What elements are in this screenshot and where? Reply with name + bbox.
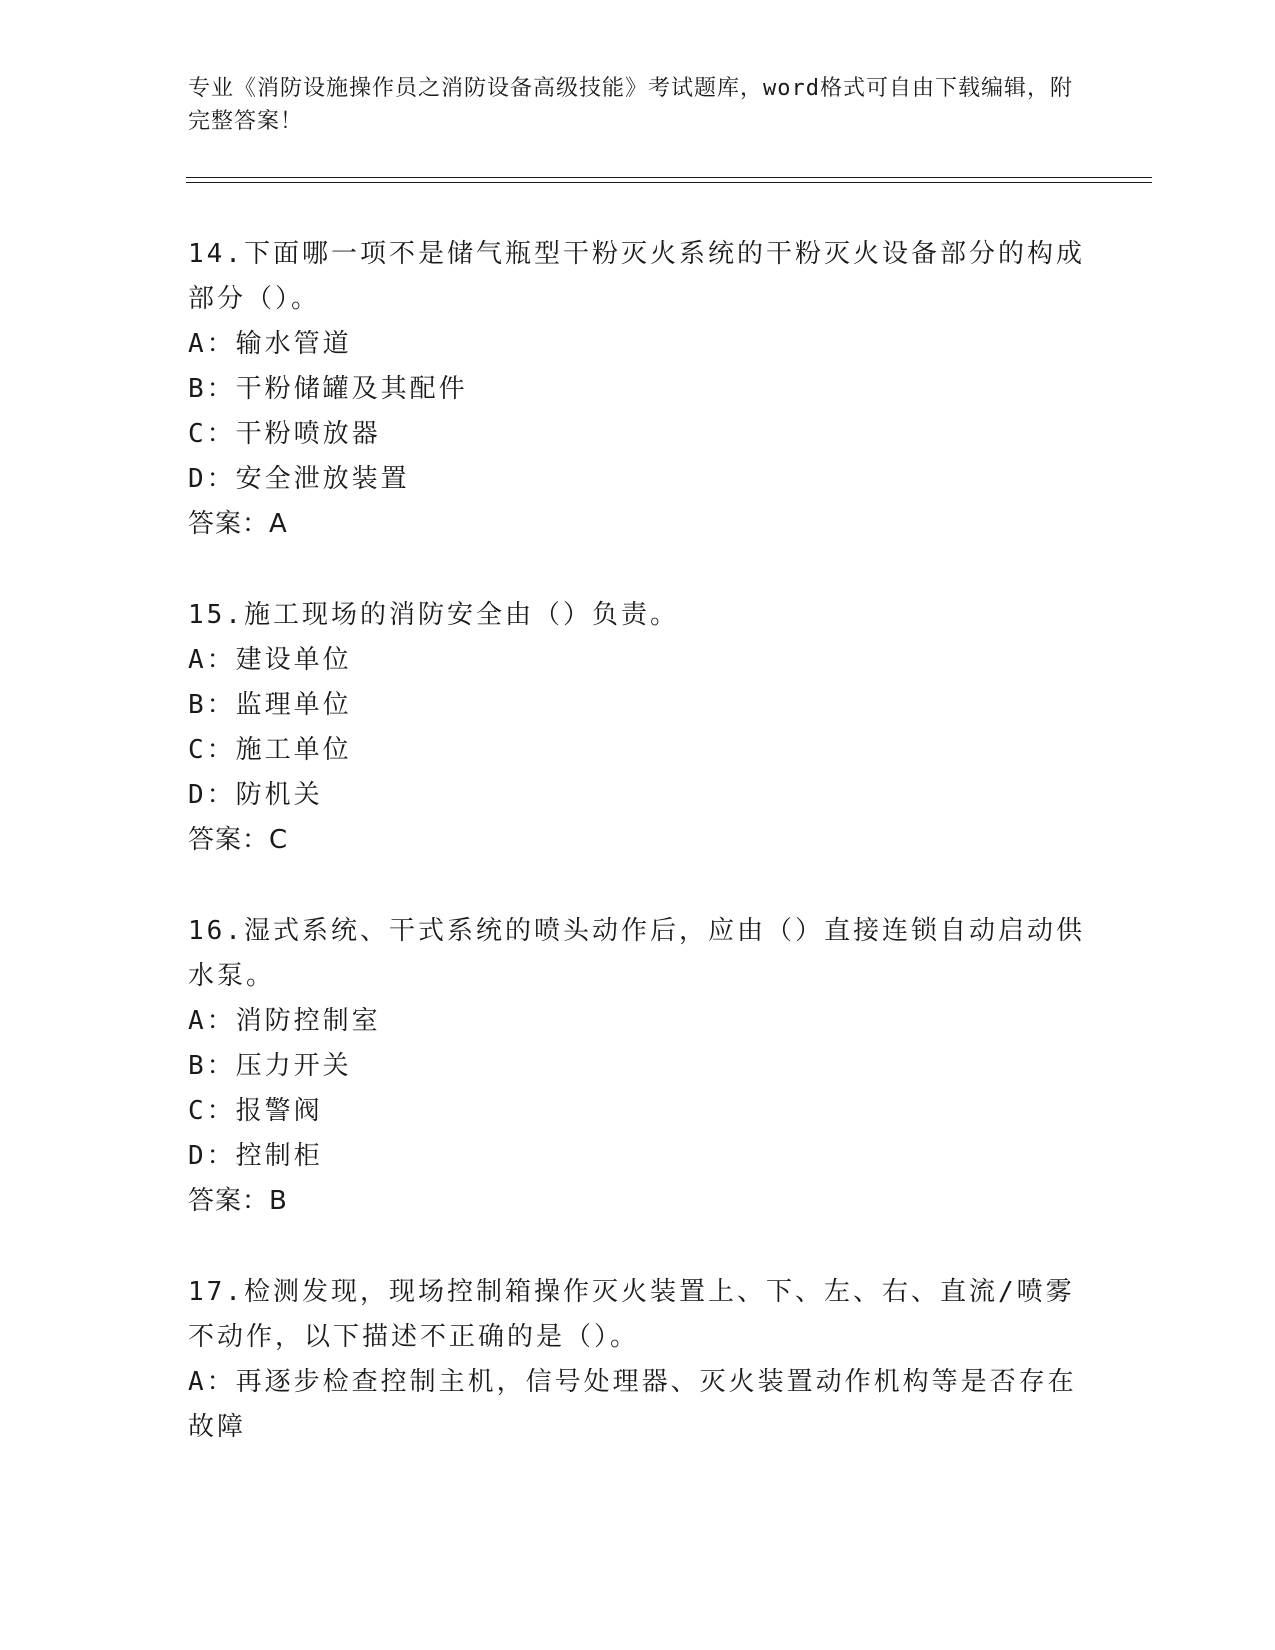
option-a: A：再逐步检查控制主机，信号处理器、灭火装置动作机构等是否存在故障 (188, 1367, 1077, 1442)
question-text: 15.施工现场的消防安全由（）负责。 (188, 600, 679, 630)
question-text: 16.湿式系统、干式系统的喷头动作后，应由（）直接连锁自动启动供水泵。 (188, 916, 1085, 991)
question-17 (188, 1270, 1088, 1450)
option-d: D：安全泄放装置 (188, 464, 410, 494)
question-text: 14.下面哪一项不是储气瓶型干粉灭火系统的干粉灭火设备部分的构成部分（）。 (188, 239, 1085, 314)
option-b: B：干粉储罐及其配件 (188, 374, 468, 404)
question-14 (188, 232, 1088, 547)
answer-label: 答案：A (188, 509, 288, 539)
answer-label: 答案：C (188, 825, 289, 855)
option-c: C：报警阀 (188, 1096, 323, 1126)
option-b: B：监理单位 (188, 690, 352, 720)
option-c: C：施工单位 (188, 735, 352, 765)
question-list (188, 232, 1088, 1450)
option-d: D：防机关 (188, 780, 323, 810)
header-divider-top (186, 177, 1152, 178)
question-15 (188, 593, 1088, 863)
option-d: D：控制柜 (188, 1141, 323, 1171)
option-b: B：压力开关 (188, 1051, 352, 1081)
option-a: A：建设单位 (188, 645, 352, 675)
question-16 (188, 909, 1088, 1224)
header-divider-bottom (186, 182, 1152, 183)
option-a: A：消防控制室 (188, 1006, 381, 1036)
answer-label: 答案：B (188, 1186, 288, 1216)
option-c: C：干粉喷放器 (188, 419, 381, 449)
question-text: 17.检测发现，现场控制箱操作灭火装置上、下、左、右、直流/喷雾不动作，以下描述不正确的是（）。 (188, 1277, 1075, 1352)
document-header: 专业《消防设施操作员之消防设备高级技能》考试题库，word格式可自由下载编辑，附完整答案！ (188, 76, 1073, 134)
option-a: A：输水管道 (188, 329, 352, 359)
